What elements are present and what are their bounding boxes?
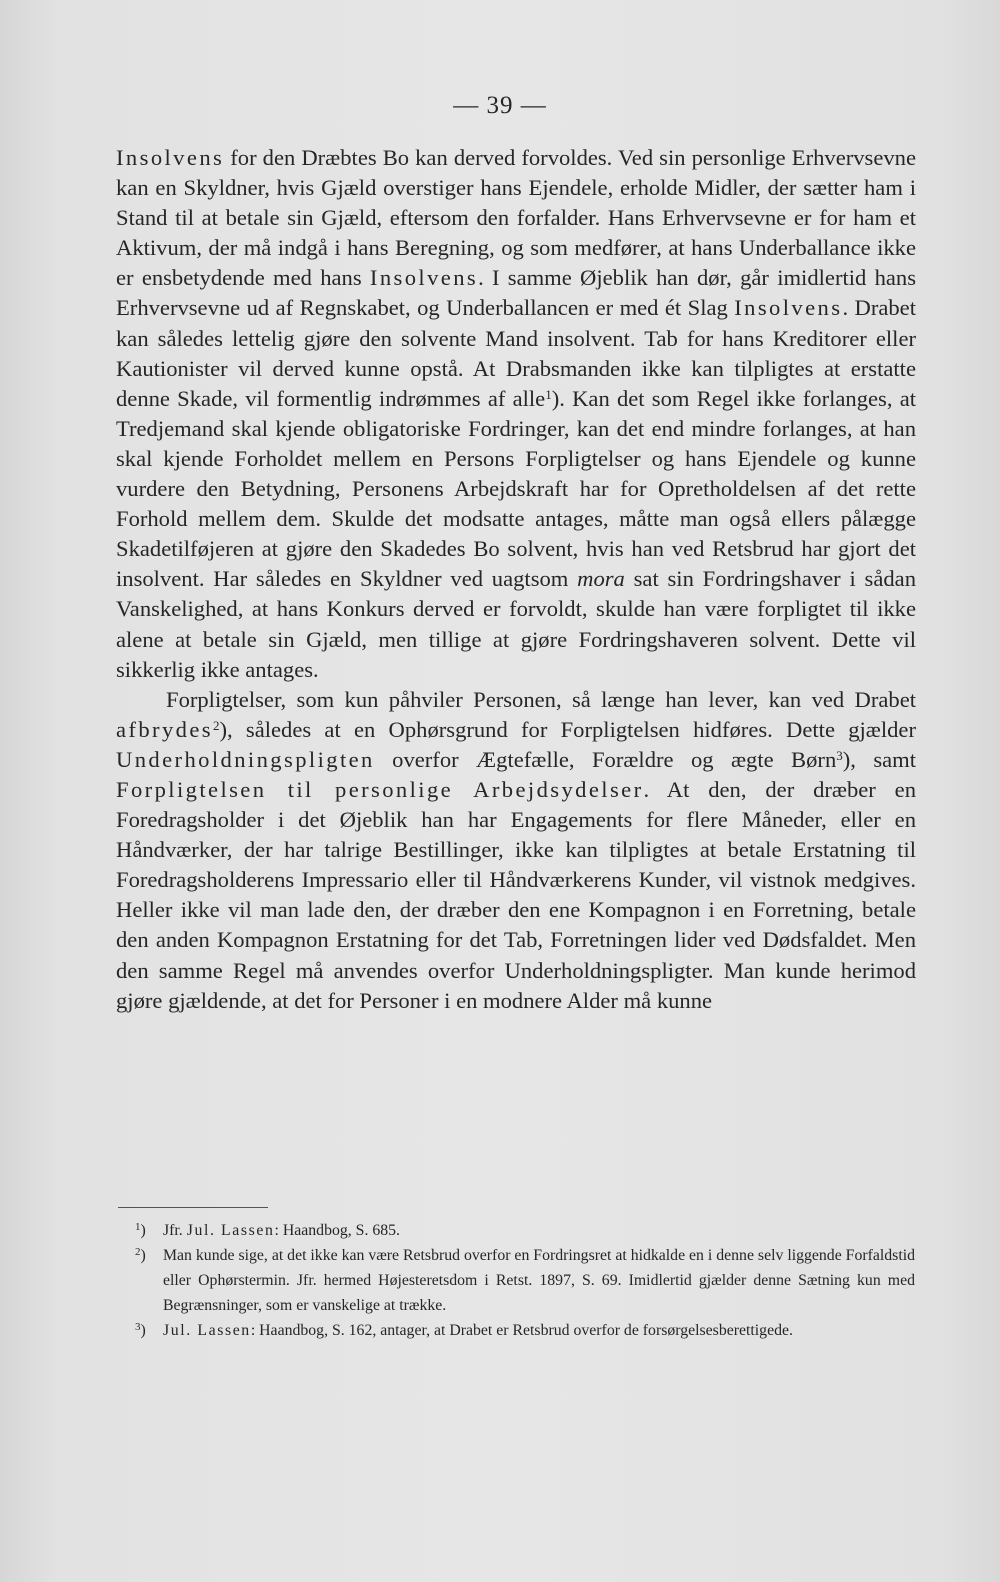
body-text [116,143,916,1016]
footnote-3 [135,1318,915,1343]
footnotes [135,1218,915,1343]
footnote-mark: $^3$) [135,1321,146,1339]
footnote-2 [135,1243,915,1318]
page-number: — 39 — [453,92,547,119]
paragraph-1: Insolvens for den Dræbtes Bo kan derved forvoldes. Ved sin personlige Erhvervsevne kan en Skyldner, hvis Gjæld overstiger hans Ejendele, erholde Midler, der sætter ham i Stand til at betale sin Gjæld, eftersom den forfalder. Hans Erhvervsevne er for ham et Aktivum, der må indgå i hans Beregning, og som medfører, at hans Underballance ikke er ensbetydende med hans Insolvens. I samme Øjeblik han dør, går imidlertid hans Erhvervsevne ud af Regnskabet, og Underballancen er med ét Slag Insolvens. Drabet kan således lettelig gjøre den solvente Mand insolvent. Tab for hans Kreditorer eller Kautionister vil derved kunne opstå. At Drabsmanden ikke kan tilpligtes at erstatte denne Skade, vil formentlig indrømmes af alle$^1$). Kan det som Regel ikke forlanges, at Tredjemand skal kjende obligatoriske Fordringer, kan det end mindre forlanges, at han skal kjende Forholdet mellem en Persons Forpligtelser og hans Ejendele og kunne vurdere den Betydning, Personens Arbejdskraft har for Opretholdelsen af det rette Forhold mellem dem. Skulde det modsatte antages, måtte man også ellers pålægge Skadetilføjeren at gjøre den Skadedes Bo solvent, hvis han ved Retsbrud har gjort det insolvent. Har således en Skyldner ved uagtsom mora sat sin Fordringshaver i sådan Vanskelighed, at hans Konkurs derved er forvoldt, skulde han være forpligtet til ikke alene at betale sin Gjæld, men tillige at gjøre Fordringshaveren solvent. Dette vil sikkerlig ikke antages. [116,145,916,682]
footnote-text: Jfr. Jul. Lassen: Haandbog, S. 685. [163,1222,401,1239]
footnote-mark: $^2$) [135,1246,146,1264]
footnote-text: Jul. Lassen: Haandbog, S. 162, antager, at Drabet er Retsbrud overfor de forsørgelsesberettigede. [163,1322,793,1339]
footnote-divider [118,1207,268,1208]
paragraph-2: Forpligtelser, som kun påhviler Personen, så længe han lever, kan ved Drabet afbrydes$^2$), således at en Ophørsgrund for Forpligtelsen hidføres. Dette gjælder Underholdningspligten overfor Ægtefælle, Forældre og ægte Børn$^3$), samt Forpligtelsen til personlige Arbejdsydelser. At den, der dræber en Foredragsholder i det Øjeblik han har Engagements for flere Måneder, eller en Håndværker, der har talrige Bestillinger, ikke kan tilpligtes at betale Erstatning til Foredragsholderens Impressario eller til Håndværkerens Kunder, vil vistnok medgives. Heller ikke vil man lade den, der dræber den ene Kompagnon i en Forretning, betale den anden Kompagnon Erstatning for det Tab, Forretningen lider ved Dødsfaldet. Men den samme Regel må anvendes overfor Underholdningspligter. Man kunde herimod gjøre gjældende, at det for Personer i en modnere Alder må kunne [116,686,917,1013]
footnote-mark: $^1$) [135,1221,146,1239]
footnote-text: Man kunde sige, at det ikke kan være Retsbrud overfor en Fordringsret at hidkalde en i denne selv liggende Forfaldstid eller Ophørstermin. Jfr. hermed Højesteretsdom i Retst. 1897, S. 69. Imidlertid gjælder denne Sætning kun med Begrænsninger, som er vanskelige at trække. [163,1247,915,1314]
footnote-1 [135,1218,915,1243]
